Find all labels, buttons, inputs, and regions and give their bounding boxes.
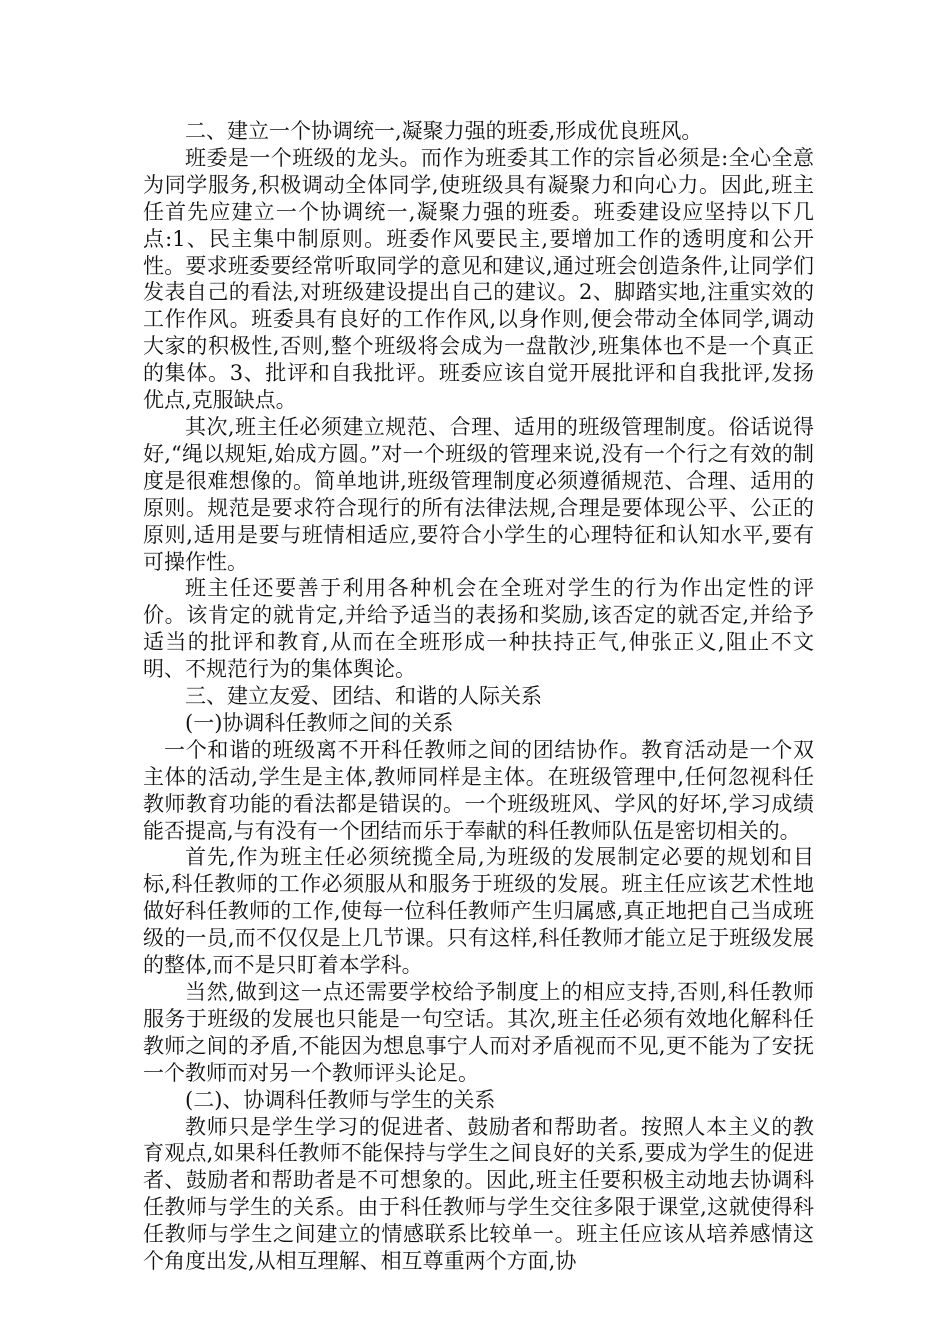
body-paragraph: 一个和谐的班级离不开科任教师之间的团结协作。教育活动是一个双主体的活动,学生是主体,教师同样是主体。在班级管理中,任何忽视科任教师教育功能的看法都是错误的。一个班级班风、学风的好坏,学习成绩能否提高,与有没有一个团结而乐于奉献的科任教师队伍是密切相关的。 [143, 737, 814, 843]
body-paragraph: 班主任还要善于利用各种机会在全班对学生的行为作出定性的评价。该肯定的就肯定,并给予适当的表扬和奖励,该否定的就否定,并给予适当的批评和教育,从而在全班形成一种扶持正气,伸张正义,阻止不文明、不规范行为的集体舆论。 [143, 576, 814, 682]
body-paragraph: 当然,做到这一点还需要学校给予制度上的相应支持,否则,科任教师服务于班级的发展也只能是一句空话。其次,班主任必须有效地化解科任教师之间的矛盾,不能因为想息事宁人而对矛盾视而不见,更不能为了安抚一个教师而对另一个教师评头论足。 [143, 980, 814, 1085]
body-paragraph: 教师只是学生学习的促进者、鼓励者和帮助者。按照人本主义的教育观点,如果科任教师不能保持与学生之间良好的关系,要成为学生的促进者、鼓励者和帮助者是不可想象的。因此,班主任要积极主动地去协调科任教师与学生的关系。由于科任教师与学生交往多限于课堂,这就使得科任教师与学生之间建立的情感联系比较单一。班主任应该从培养感情这个角度出发,从相互理解、相互尊重两个方面,协 [143, 1114, 814, 1274]
section-heading-3: 三、建立友爱、团结、和谐的人际关系 [185, 684, 542, 709]
body-paragraph: 首先,作为班主任必须统揽全局,为班级的发展制定必要的规划和目标,科任教师的工作必须服从和服务于班级的发展。班主任应该艺术性地做好科任教师的工作,使每一位科任教师产生归属感,真正地把自己当成班级的一员,而不仅仅是上几节课。只有这样,科任教师才能立足于班级发展的整体,而不是只盯着本学科。 [143, 845, 814, 978]
body-paragraph: 其次,班主任必须建立规范、合理、适用的班级管理制度。俗话说得好,“绳以规矩,始成方圆。”对一个班级的管理来说,没有一个行之有效的制度是很难想像的。简单地讲,班级管理制度必须遵循规范、合理、适用的原则。规范是要求符合现行的所有法律法规,合理是要体现公平、公正的原则,适用是要与班情相适应,要符合小学生的心理特征和认知水平,要有可操作性。 [143, 414, 814, 574]
subsection-heading-2: (二)、协调科任教师与学生的关系 [185, 1087, 496, 1112]
section-heading-2: 二、建立一个协调统一,凝聚力强的班委,形成优良班风。 [185, 119, 703, 143]
subsection-heading-1: (一)协调科任教师之间的关系 [185, 710, 454, 735]
body-paragraph: 班委是一个班级的龙头。而作为班委其工作的宗旨必须是:全心全意为同学服务,积极调动全体同学,使班级具有凝聚力和向心力。因此,班主任首先应建立一个协调统一,凝聚力强的班委。班委建设应坚持以下几点:1、民主集中制原则。班委作风要民主,要增加工作的透明度和公开性。要求班委要经常听取同学的意见和建议,通过班会创造条件,让同学们发表自己的看法,对班级建设提出自己的建议。2、脚踏实地,注重实效的工作作风。班委具有良好的工作作风,以身作则,便会带动全体同学,调动大家的积极性,否则,整个班级将会成为一盘散沙,班集体也不是一个真正的集体。3、批评和自我批评。班委应该自觉开展批评和自我批评,发扬优点,克服缺点。 [143, 145, 814, 413]
